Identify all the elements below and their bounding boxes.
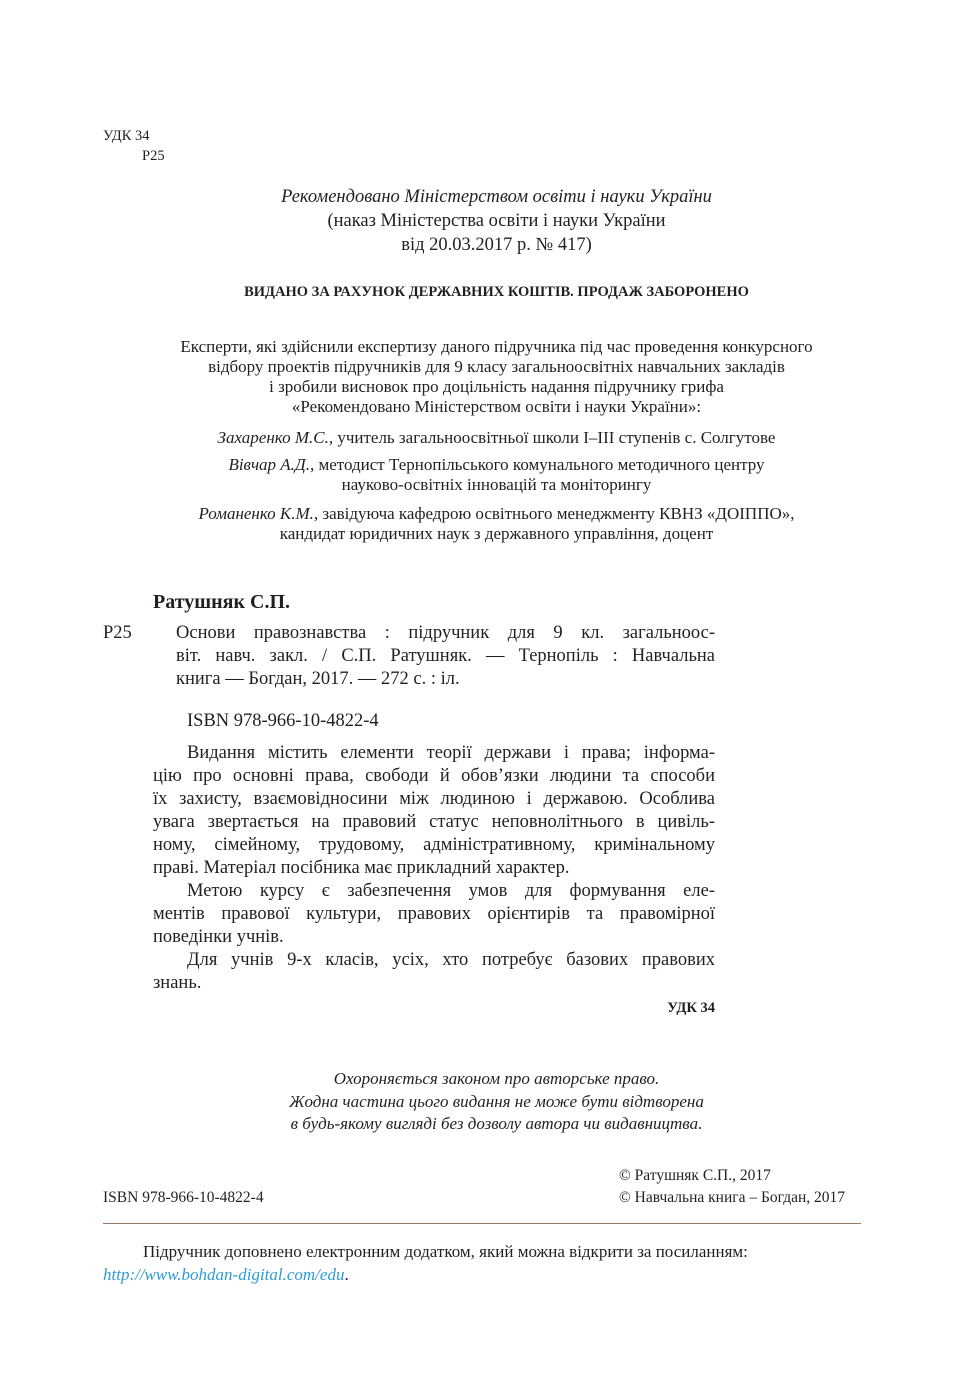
expert-1-desc: учитель загальноосвітньої школи І–ІІІ ступенів с. Солгутове	[333, 428, 776, 447]
udk-bottom: УДК 34	[667, 1000, 715, 1016]
annotation-line: цію про основні права, свободи й обов’язки людини та способи	[153, 766, 715, 786]
annotation-line: праві. Матеріал посібника має прикладний характер.	[153, 858, 570, 878]
annotation	[153, 742, 715, 995]
experts-intro-line: Експерти, які здійснили експертизу даного підручника під час проведення конкурсного	[180, 337, 813, 356]
annotation-line: Видання містить елементи теорії держави і права; інформа-	[187, 743, 715, 763]
digital-link-period: .	[344, 1265, 349, 1284]
digital-note: Підручник доповнено електронним додатком, який можна відкрити за посиланням:	[143, 1242, 748, 1261]
goal-line: Метою курсу є забезпечення умов для формування еле-	[187, 881, 715, 901]
recommendation-line: Рекомендовано Міністерством освіти і науки України	[281, 187, 712, 207]
digital-link[interactable]: http://www.bohdan-digital.com/edu	[103, 1265, 345, 1284]
expert-3	[0, 504, 963, 544]
biblio-line: Основи правознавства : підручник для 9 кл. загальноос-	[176, 623, 715, 643]
audience-line: Для учнів 9-х класів, усіх, хто потребує базових правових	[187, 950, 715, 970]
footer-divider	[103, 1223, 861, 1224]
state-funds-notice: ВИДАНО ЗА РАХУНОК ДЕРЖАВНИХ КОШТІВ. ПРОДАЖ ЗАБОРОНЕНО	[244, 284, 749, 300]
footer-copyright-author: © Ратушняк С.П., 2017	[619, 1167, 771, 1184]
footer-isbn: ISBN 978-966-10-4822-4	[103, 1189, 264, 1206]
expert-2	[0, 455, 963, 495]
biblio-line: книга — Богдан, 2017. — 272 с. : іл.	[176, 669, 460, 689]
expert-2-name: Вівчар А.Д.,	[228, 455, 315, 474]
audience-line: знань.	[153, 973, 202, 993]
expert-1-name: Захаренко М.С.,	[217, 428, 334, 447]
goal-line: ментів правової культури, правових орієнтирів та правомірної	[153, 904, 715, 924]
goal-line: поведінки учнів.	[153, 927, 284, 947]
expert-2-desc-cont: науково-освітніх інновацій та моніторингу	[341, 475, 652, 494]
udk-code: УДК 34	[103, 128, 150, 144]
experts-intro-line: відбору проектів підручників для 9 класу загальноосвітніх навчальних закладів	[208, 357, 785, 376]
copyright-line: Охороняється законом про авторське право.	[333, 1069, 660, 1088]
annotation-line: ному, сімейному, трудовому, адміністративному, кримінальному	[153, 835, 715, 855]
expert-3-desc: завідуюча кафедрою освітнього менеджменту КВНЗ «ДОІППО»,	[318, 504, 795, 523]
author-name: Ратушняк С.П.	[153, 591, 291, 613]
digital-link-line	[103, 1265, 349, 1285]
biblio-description	[176, 622, 715, 691]
experts-intro-line: і зробили висновок про доцільність надання підручнику грифа	[269, 377, 724, 396]
experts-intro	[0, 337, 963, 417]
author-sign: Р25	[142, 148, 165, 164]
order-date-line: від 20.03.2017 р. № 417)	[401, 235, 592, 255]
expert-2-desc: методист Тернопільського комунального методичного центру	[314, 455, 765, 474]
biblio-line: віт. навч. закл. / С.П. Ратушняк. — Тернопіль : Навчальна	[176, 646, 715, 666]
footer-copyright-publisher: © Навчальна книга – Богдан, 2017	[619, 1189, 846, 1206]
expert-3-name: Романенко К.М.,	[198, 504, 319, 523]
isbn-entry: ISBN 978-966-10-4822-4	[187, 711, 379, 731]
annotation-line: їх захисту, взаємовідносини між людиною і державою. Особлива	[153, 789, 715, 809]
copyright-line: Жодна частина цього видання не може бути відтворена	[289, 1091, 704, 1111]
experts-intro-line: «Рекомендовано Міністерством освіти і науки України»:	[291, 397, 702, 416]
expert-3-desc-cont: кандидат юридичних наук з державного управління, доцент	[279, 524, 714, 543]
copyright-line: в будь-якому вигляді без дозволу автора чи видавництва.	[290, 1114, 703, 1133]
copyright-notice	[0, 1068, 963, 1136]
order-line: (наказ Міністерства освіти і науки України	[327, 211, 666, 231]
biblio-code: Р25	[103, 623, 132, 643]
annotation-line: увага звертається на правовий статус неповнолітнього в цивіль-	[153, 812, 715, 832]
expert-1	[0, 428, 963, 448]
